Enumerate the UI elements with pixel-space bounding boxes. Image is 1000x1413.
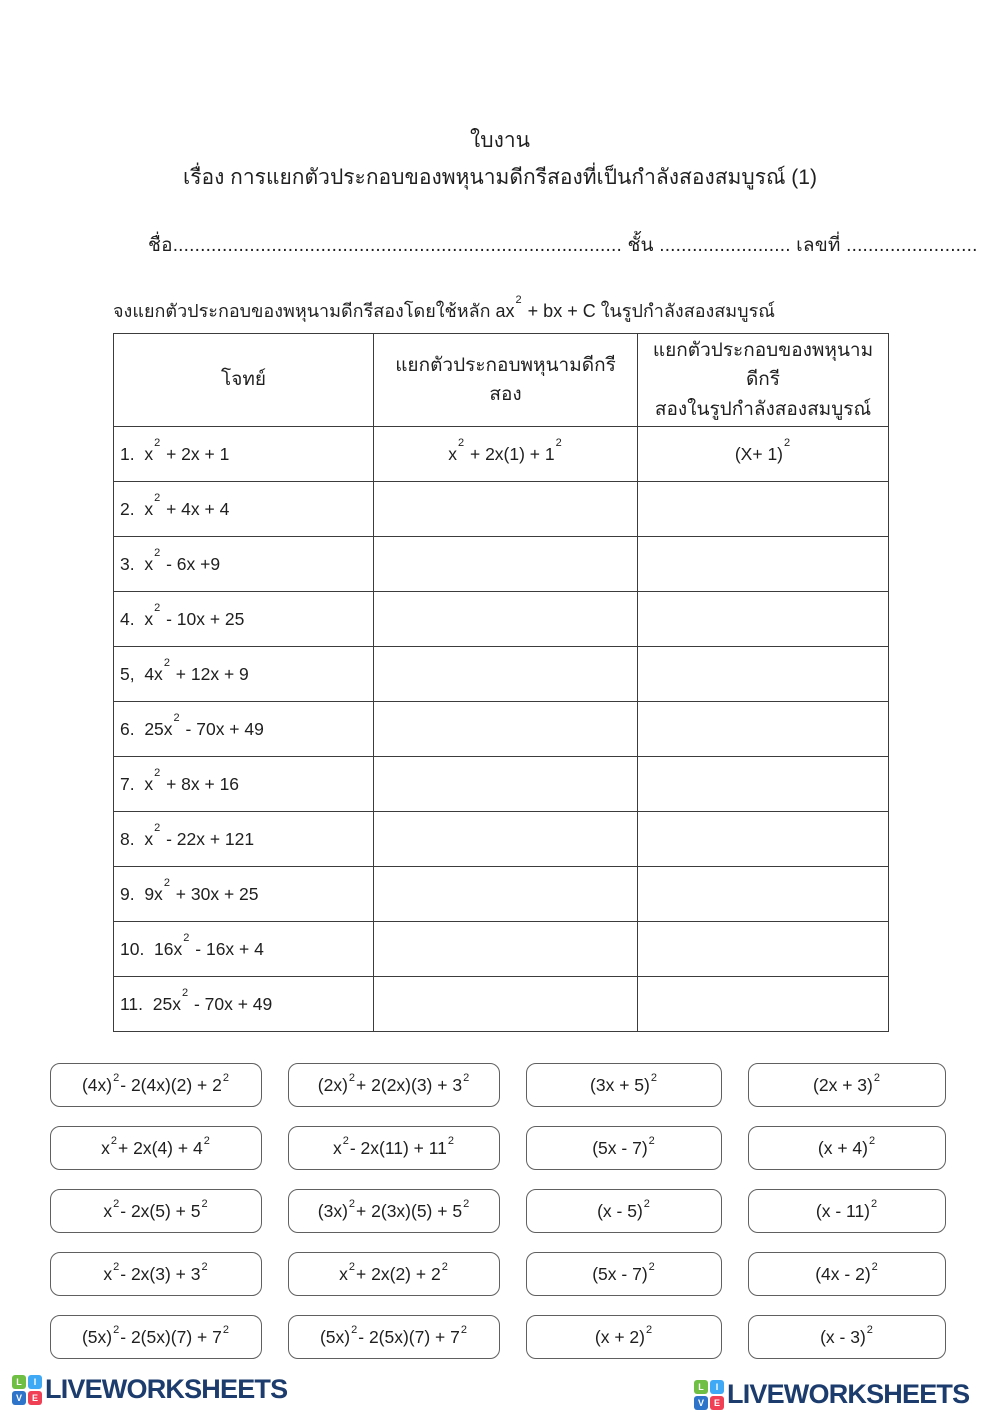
answer-chip[interactable]: (2x) $^2$ + 2(2x)(3) + 3 $^2$	[288, 1063, 500, 1107]
answer-chip[interactable]: (4x) $^2$ - 2(4x)(2) + 2 $^2$	[50, 1063, 262, 1107]
factor-step-dropzone[interactable]	[374, 482, 638, 537]
worksheet-table	[113, 333, 889, 1032]
perfect-square-dropzone[interactable]	[638, 757, 889, 812]
perfect-square-dropzone[interactable]	[638, 977, 889, 1032]
question-cell: 11. $25x^2 - 70x + 49$	[114, 977, 374, 1032]
liveworksheets-logo	[12, 1374, 287, 1405]
answer-chip[interactable]: x $^2$ + 2x(2) + 2 $^2$	[288, 1252, 500, 1296]
table-header-row	[114, 334, 889, 427]
perfect-square-dropzone[interactable]	[638, 537, 889, 592]
answer-chip[interactable]: (5x - 7) $^2$	[526, 1252, 722, 1296]
factor-step-dropzone[interactable]	[374, 867, 638, 922]
liveworksheets-icon	[694, 1380, 724, 1410]
answer-chip[interactable]: x $^2$ - 2x(11) + 11 $^2$	[288, 1126, 500, 1170]
perfect-square-dropzone[interactable]	[638, 867, 889, 922]
factor-step-dropzone[interactable]	[374, 977, 638, 1032]
factor-step-dropzone[interactable]	[374, 702, 638, 757]
answer-chip[interactable]: x $^2$ + 2x(4) + 4 $^2$	[50, 1126, 262, 1170]
table-row	[114, 812, 889, 867]
perfect-square-dropzone[interactable]	[638, 482, 889, 537]
logo-letter-block: E	[28, 1391, 42, 1405]
question-cell: 10. $16x^2 - 16x + 4$	[114, 922, 374, 977]
logo-letter-block: I	[28, 1375, 42, 1389]
liveworksheets-logo-text: LIVEWORKSHEETS	[45, 1374, 288, 1404]
logo-letter-block: V	[694, 1396, 708, 1410]
factor-step-dropzone[interactable]	[374, 592, 638, 647]
table-row	[114, 482, 889, 537]
logo-letter-block: E	[710, 1396, 724, 1410]
liveworksheets-logo	[694, 1379, 969, 1410]
logo-letter-block: I	[710, 1380, 724, 1394]
factor-step-dropzone[interactable]	[374, 647, 638, 702]
question-cell: 6. $25x^2 - 70x + 49$	[114, 702, 374, 757]
table-row	[114, 592, 889, 647]
answer-chip[interactable]: (x + 4) $^2$	[748, 1126, 946, 1170]
logo-letter-block: L	[694, 1380, 708, 1394]
perfect-square-dropzone[interactable]	[638, 647, 889, 702]
perfect-square-dropzone[interactable]	[638, 812, 889, 867]
answer-chip[interactable]: (5x) $^2$ - 2(5x)(7) + 7 $^2$	[288, 1315, 500, 1359]
answer-chip[interactable]: (2x + 3) $^2$	[748, 1063, 946, 1107]
perfect-square-dropzone[interactable]	[638, 702, 889, 757]
answer-chip[interactable]: (5x) $^2$ - 2(5x)(7) + 7 $^2$	[50, 1315, 262, 1359]
logo-letter-block: L	[12, 1375, 26, 1389]
table-row	[114, 757, 889, 812]
answer-chip[interactable]: (x + 2) $^2$	[526, 1315, 722, 1359]
answer-chip[interactable]: x $^2$ - 2x(5) + 5 $^2$	[50, 1189, 262, 1233]
column-header: แยกตัวประกอบพหุนามดีกรีสอง	[374, 334, 638, 427]
perfect-square-dropzone[interactable]: $(X+ 1)^2$	[638, 427, 889, 482]
table-row	[114, 647, 889, 702]
worksheet-title: ใบงาน	[470, 129, 530, 152]
factor-step-dropzone[interactable]: $x^2 + 2x(1) + 1^2$	[374, 427, 638, 482]
factor-step-dropzone[interactable]	[374, 812, 638, 867]
answer-chip[interactable]: (3x) $^2$ + 2(3x)(5) + 5 $^2$	[288, 1189, 500, 1233]
question-cell: 5, $4x^2 + 12x + 9$	[114, 647, 374, 702]
answer-chip[interactable]: (4x - 2) $^2$	[748, 1252, 946, 1296]
perfect-square-dropzone[interactable]	[638, 592, 889, 647]
liveworksheets-icon	[12, 1375, 42, 1405]
question-cell: 2. $x^2 + 4x + 4$	[114, 482, 374, 537]
factor-step-dropzone[interactable]	[374, 757, 638, 812]
answer-chip[interactable]: (5x - 7) $^2$	[526, 1126, 722, 1170]
table-row	[114, 922, 889, 977]
table-row	[114, 427, 889, 482]
answer-chip[interactable]: (x - 5) $^2$	[526, 1189, 722, 1233]
answer-chip[interactable]: (x - 11) $^2$	[748, 1189, 946, 1233]
question-cell: 4. $x^2 - 10x + 25$	[114, 592, 374, 647]
answer-bank	[50, 1063, 946, 1359]
question-cell: 8. $x^2 - 22x + 121$	[114, 812, 374, 867]
worksheet-table-body	[114, 427, 889, 1032]
column-header: แยกตัวประกอบของพหุนามดีกรี สองในรูปกำลังสองสมบูรณ์	[638, 334, 889, 427]
table-row	[114, 977, 889, 1032]
question-cell: 7. $x^2 + 8x + 16$	[114, 757, 374, 812]
factor-step-dropzone[interactable]	[374, 922, 638, 977]
answer-chip[interactable]: (x - 3) $^2$	[748, 1315, 946, 1359]
table-row	[114, 702, 889, 757]
name-class-number-line: ชื่อ.................................................................................. ชั้น ........................ เลขที่ ........................	[148, 235, 978, 256]
logo-letter-block: V	[12, 1391, 26, 1405]
column-header: โจทย์	[114, 334, 374, 427]
question-cell: 9. $9x^2 + 30x + 25$	[114, 867, 374, 922]
table-row	[114, 537, 889, 592]
answer-chip[interactable]: (3x + 5) $^2$	[526, 1063, 722, 1107]
worksheet-subtitle: เรื่อง การแยกตัวประกอบของพหุนามดีกรีสองที่เป็นกำลังสองสมบูรณ์ (1)	[183, 166, 817, 189]
question-cell: 1. $x^2 + 2x + 1$	[114, 427, 374, 482]
perfect-square-dropzone[interactable]	[638, 922, 889, 977]
answer-chip[interactable]: x $^2$ - 2x(3) + 3 $^2$	[50, 1252, 262, 1296]
liveworksheets-logo-text: LIVEWORKSHEETS	[727, 1379, 970, 1409]
table-row	[114, 867, 889, 922]
factor-step-dropzone[interactable]	[374, 537, 638, 592]
question-cell: 3. $x^2 - 6x +9$	[114, 537, 374, 592]
instruction-text: จงแยกตัวประกอบของพหุนามดีกรีสองโดยใช้หลัก $ax^2$ + bx + C ในรูปกำลังสองสมบูรณ์	[113, 294, 775, 321]
